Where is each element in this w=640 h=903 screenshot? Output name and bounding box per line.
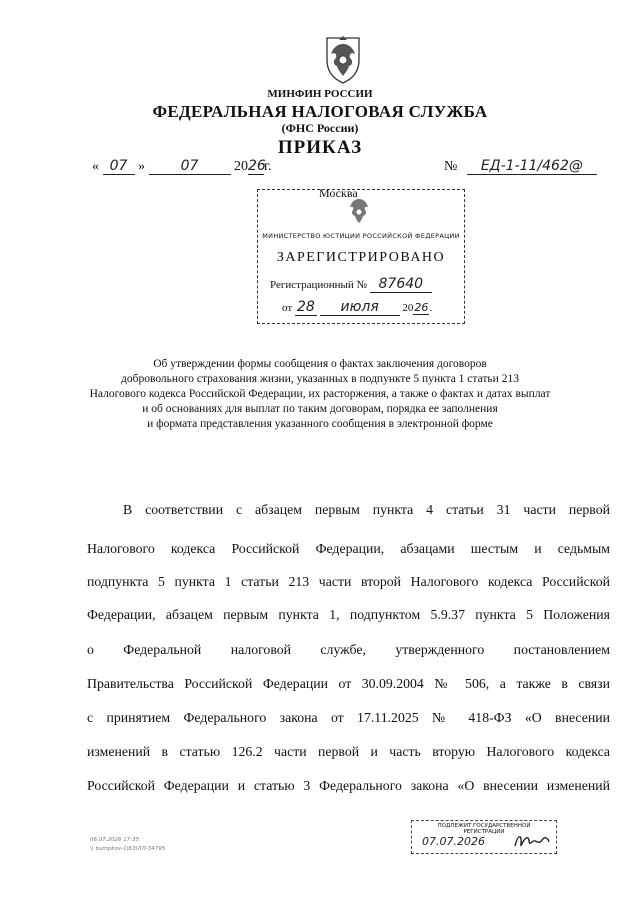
document-title xyxy=(70,357,570,432)
stamp-ministry: МИНИСТЕРСТВО ЮСТИЦИИ РОССИЙСКОЙ ФЕДЕРАЦИИ xyxy=(262,232,460,240)
date-year: 26 xyxy=(248,158,266,174)
stamp-reg-year-prefix: 20 xyxy=(402,302,414,314)
stamp-reg-day: 28 xyxy=(295,299,317,316)
file-footer xyxy=(90,836,165,854)
stamp-reg-date: от 28 июля 2026. xyxy=(282,299,433,315)
service-abbreviation: (ФНС России) xyxy=(281,121,359,135)
body-line: Федерации, абзацем первым пункта 1, подпунктом 5.9.37 пункта 5 Положения xyxy=(87,607,610,622)
body-line: изменений в статью 126.2 части первой и часть вторую Налогового кодекса xyxy=(87,744,610,759)
document-type: ПРИКАЗ xyxy=(277,137,363,158)
stamp-reg-value: 87640 xyxy=(370,276,432,293)
body-line: Правительства Российской Федерации от 30.09.2004 № 506, а также в связи xyxy=(87,676,610,691)
registration-stamp xyxy=(257,189,465,324)
body-line: о Федеральной налоговой службе, утвержденного постановлением xyxy=(87,642,610,657)
stamp-reg-label: Регистрационный № xyxy=(270,279,368,291)
footer-timestamp: 06.07.2026 17:35 xyxy=(90,837,140,843)
body-line: подпункта 5 пункта 1 статьи 213 части второй Налогового кодекса Российской xyxy=(87,574,610,589)
order-date xyxy=(92,158,272,175)
coat-of-arms-emblem xyxy=(321,30,365,86)
regbox-date: 07.07.2026 xyxy=(422,835,485,848)
title-line: добровольного страхования жизни, указанных в подпункте 5 пункта 1 статьи 213 xyxy=(121,373,519,385)
ministry-name: МИНФИН РОССИИ xyxy=(267,88,373,100)
body-line: с принятием Федерального закона от 17.11.2025 № 418-ФЗ «О внесении xyxy=(87,710,610,725)
number-value: ЕД-1-11/462@ xyxy=(467,158,597,175)
stamp-reg-year: 26 xyxy=(414,301,429,314)
date-close-quote: » xyxy=(138,159,145,174)
title-line: и об основаниях для выплат по таким договорам, порядка ее заполнения xyxy=(142,403,498,415)
date-open-quote: « xyxy=(92,159,99,174)
stamp-reg-month: июля xyxy=(320,299,400,316)
stamp-reg-number xyxy=(270,276,432,293)
stamp-from-label: от xyxy=(282,302,293,314)
number-sign: № xyxy=(444,159,458,174)
signature-icon xyxy=(512,830,552,852)
registration-mark xyxy=(411,820,557,854)
regbox-caption-2: РЕГИСТРАЦИИ xyxy=(463,829,505,835)
title-line: Об утверждении формы сообщения о фактах заключения договоров xyxy=(153,358,487,370)
date-year-prefix: 20 xyxy=(234,159,248,174)
stamp-registered: ЗАРЕГИСТРИРОВАНО xyxy=(276,250,446,265)
service-name: ФЕДЕРАЛЬНАЯ НАЛОГОВАЯ СЛУЖБА xyxy=(152,102,488,121)
title-line: и формата представления указанного сообщения в электронной форме xyxy=(147,418,493,430)
date-year-suffix: г. xyxy=(264,159,272,174)
body-line: Налогового кодекса Российской Федерации, абзацами шестым и седьмым xyxy=(87,541,610,556)
footer-path: \\ bumpkov-1\Б3\ЛЛ-34795 xyxy=(90,846,166,852)
regbox-caption-1: ПОДЛЕЖИТ ГОСУДАРСТВЕННОЙ xyxy=(437,823,531,829)
body-line: Российской Федерации и статью 3 Федерального закона «О внесении изменений xyxy=(87,778,610,793)
date-day: 07 xyxy=(103,158,135,175)
title-line: Налогового кодекса Российской Федерации, их расторжения, а также о фактах и датах выплат xyxy=(89,388,551,400)
date-month: 07 xyxy=(149,158,231,175)
order-number xyxy=(444,158,597,175)
body-line: В соответствии с абзацем первым пункта 4 статьи 31 части первой xyxy=(123,502,610,517)
city: Москва xyxy=(319,186,358,200)
